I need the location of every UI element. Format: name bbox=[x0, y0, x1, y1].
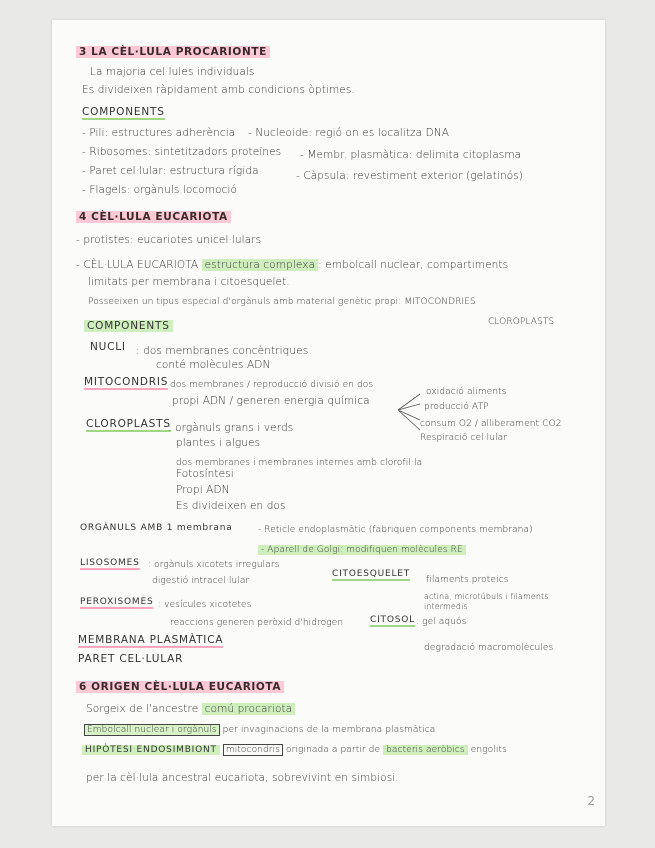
list-item: - Càpsula: revestiment exterior (gelatinós) bbox=[296, 170, 523, 182]
text-line: degradació macromolècules bbox=[424, 643, 554, 653]
text-line: Es divideixen ràpidament amb condicions òptimes. bbox=[82, 84, 355, 96]
text-line: - CÈL·LULA EUCARIOTA estructura complexa : embolcall nuclear, compartiments bbox=[76, 259, 509, 271]
membrana-label: MEMBRANA PLASMÀTICA bbox=[78, 634, 224, 646]
text-line: : orgànuls grans i verds bbox=[168, 422, 294, 434]
lisosomes-label: LISOSOMES bbox=[80, 558, 140, 568]
citoesquelet-label: CITOESQUELET bbox=[332, 569, 411, 579]
text-line: actina, microtúbuls i filaments bbox=[424, 592, 549, 601]
section-4-title: 4 CÈL·LULA EUCARIOTA bbox=[76, 211, 231, 224]
section-6-title: 6 ORIGEN CÈL·LULA EUCARIOTA bbox=[76, 681, 284, 694]
text-line: plantes i algues bbox=[176, 437, 261, 449]
text-line: intermedis bbox=[424, 602, 468, 611]
nucli-label: NUCLI bbox=[90, 341, 126, 353]
text-line: La majoria cel·lules individuals bbox=[90, 66, 255, 78]
text-line: oxidació aliments bbox=[426, 387, 507, 397]
text-line: CLOROPLASTS bbox=[488, 317, 555, 327]
cloroplasts-label: CLOROPLASTS bbox=[86, 418, 171, 430]
text-line: producció ATP bbox=[424, 402, 489, 412]
text-line: digestió intracel·lular bbox=[152, 576, 250, 586]
text-line: : orgànuls xicotets irregulars bbox=[148, 560, 280, 570]
text-line: : dos membranes concèntriques bbox=[136, 345, 309, 357]
paret-label: PARET CEL·LULAR bbox=[78, 653, 184, 665]
text-line: Fotosíntesi bbox=[176, 468, 234, 480]
text-line: conté molècules ADN bbox=[156, 359, 271, 371]
text-line: : gel aquós bbox=[416, 617, 467, 627]
list-item: - Flagels: orgànuls locomoció bbox=[82, 184, 238, 196]
text-line: Sorgeix de l'ancestre comú procariota bbox=[86, 703, 295, 716]
components-heading: COMPONENTS bbox=[84, 320, 173, 333]
citosol-label: CITOSOL bbox=[370, 615, 415, 625]
components-heading: COMPONENTS bbox=[82, 106, 165, 118]
text-line: HIPÒTESI ENDOSIMBIONT mitocondris originada a partir de bacteris aeròbics engolits bbox=[82, 744, 507, 757]
bracket-arrows bbox=[396, 390, 424, 434]
text-line: limitats per membrana i citoesquelet. bbox=[88, 276, 290, 288]
text-line: propi ADN / generen energia química bbox=[172, 395, 370, 407]
text-line: - Aparell de Golgi: modifiquen molècules RE bbox=[258, 544, 466, 557]
text-line: filaments proteics bbox=[426, 575, 509, 585]
organuls-label: ORGÀNULS AMB 1 membrana bbox=[80, 523, 233, 533]
text-line: Embolcall nuclear i orgànuls per invaginacions de la membrana plasmàtica bbox=[84, 724, 435, 737]
text-line: dos membranes i membranes internes amb clorofil·la bbox=[176, 458, 423, 468]
text-line: consum O2 / alliberament CO2 bbox=[420, 419, 562, 429]
text-line: reaccions generen peròxid d'hidrogen bbox=[170, 618, 344, 628]
list-item: - Paret cel·lular: estructura rígida bbox=[82, 165, 259, 177]
text-line: - protistes: eucariotes unicel·lulars bbox=[76, 234, 262, 246]
text-line: - Reticle endoplasmàtic (fabriquen components membrana) bbox=[258, 525, 533, 535]
text-line: Posseeixen un tipus especial d'orgànuls amb material genètic propi: MITOCONDRIES bbox=[88, 297, 476, 307]
text-line: Respiració cel·lular bbox=[420, 433, 508, 443]
text-line: dos membranes / reproducció divisió en dos bbox=[170, 380, 374, 390]
list-item: - Membr. plasmàtica: delimita citoplasma bbox=[300, 149, 522, 161]
section-3-title: 3 LA CÈL·LULA PROCARIONTE bbox=[76, 46, 270, 59]
page-number: 2 bbox=[587, 794, 595, 808]
list-item: - Nucleoide: regió on es localitza DNA bbox=[248, 127, 450, 139]
text-line: Es divideixen en dos bbox=[176, 500, 286, 512]
text-line: Propi ADN bbox=[176, 484, 230, 496]
text-line: : vesícules xicotetes bbox=[158, 600, 252, 610]
list-item: - Ribosomes: sintetitzadors proteïnes bbox=[82, 146, 282, 158]
mitocondris-label: MITOCONDRIS bbox=[84, 376, 169, 388]
text-line: per la cèl·lula ancestral eucariota, sobrevivint en simbiosi. bbox=[86, 772, 399, 784]
peroxisomes-label: PEROXISOMES bbox=[80, 597, 154, 607]
list-item: - Pili: estructures adherència bbox=[82, 127, 236, 139]
